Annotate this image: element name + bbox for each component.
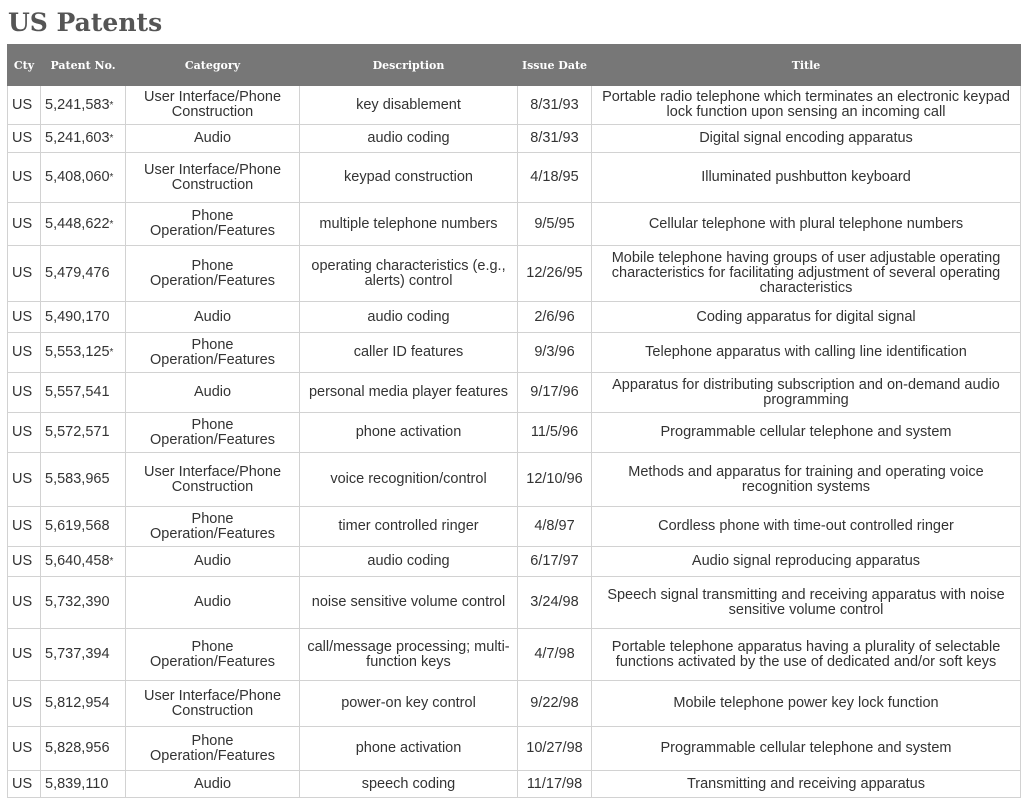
category-cell: Audio — [126, 373, 300, 413]
description-cell: noise sensitive volume control — [300, 577, 518, 629]
patent-number-cell: 5,557,541 — [41, 373, 126, 413]
issue-date-cell: 10/27/98 — [518, 727, 592, 771]
title-cell: Portable telephone apparatus having a plurality of selectable functions activated by the use of dedicated and/or soft keys — [592, 629, 1021, 681]
category-cell: Audio — [126, 771, 300, 798]
title-cell: Programmable cellular telephone and system — [592, 413, 1021, 453]
patent-number-cell: 5,737,394 — [41, 629, 126, 681]
title-cell: Digital signal encoding apparatus — [592, 125, 1021, 153]
table-row — [8, 86, 1021, 125]
patent-number-cell: 5,583,965 — [41, 453, 126, 507]
table-row — [8, 771, 1021, 798]
description-cell: phone activation — [300, 413, 518, 453]
cty-cell: US — [8, 771, 41, 798]
cty-cell: US — [8, 246, 41, 302]
cty-cell: US — [8, 373, 41, 413]
issue-date-cell: 9/17/96 — [518, 373, 592, 413]
description-cell: voice recognition/control — [300, 453, 518, 507]
description-cell: caller ID features — [300, 333, 518, 373]
category-cell: User Interface/Phone Construction — [126, 681, 300, 727]
description-cell: personal media player features — [300, 373, 518, 413]
patent-number-cell: 5,241,583* — [41, 86, 126, 125]
asterisk-mark: * — [109, 133, 114, 144]
cty-cell: US — [8, 333, 41, 373]
category-cell: Phone Operation/Features — [126, 629, 300, 681]
patent-number-cell: 5,448,622* — [41, 203, 126, 246]
description-cell: speech coding — [300, 771, 518, 798]
title-cell: Cordless phone with time-out controlled ringer — [592, 507, 1021, 547]
cty-cell: US — [8, 413, 41, 453]
issue-date-cell: 4/7/98 — [518, 629, 592, 681]
asterisk-mark: * — [109, 172, 114, 183]
title-cell: Apparatus for distributing subscription and on-demand audio programming — [592, 373, 1021, 413]
issue-date-cell: 3/24/98 — [518, 577, 592, 629]
asterisk-mark: * — [109, 99, 114, 111]
cty-cell: US — [8, 153, 41, 203]
title-cell: Telephone apparatus with calling line identification — [592, 333, 1021, 373]
table-row — [8, 333, 1021, 373]
asterisk-mark: * — [109, 556, 114, 567]
category-cell: Phone Operation/Features — [126, 507, 300, 547]
description-cell: phone activation — [300, 727, 518, 771]
table-row — [8, 629, 1021, 681]
issue-date-cell: 11/5/96 — [518, 413, 592, 453]
patent-number-cell: 5,479,476 — [41, 246, 126, 302]
issue-date-cell: 4/8/97 — [518, 507, 592, 547]
patent-number-cell: 5,828,956 — [41, 727, 126, 771]
cty-cell: US — [8, 681, 41, 727]
category-cell: Audio — [126, 125, 300, 153]
cty-cell: US — [8, 727, 41, 771]
category-cell: Phone Operation/Features — [126, 246, 300, 302]
issue-date-cell: 9/22/98 — [518, 681, 592, 727]
description-cell: audio coding — [300, 547, 518, 577]
category-cell: User Interface/Phone Construction — [126, 453, 300, 507]
patent-number-cell: 5,640,458* — [41, 547, 126, 577]
patent-number-cell: 5,553,125* — [41, 333, 126, 373]
table-row — [8, 302, 1021, 333]
column-header-issue-date: Issue Date — [518, 45, 592, 86]
table-row — [8, 727, 1021, 771]
table-row — [8, 246, 1021, 302]
title-cell: Cellular telephone with plural telephone numbers — [592, 203, 1021, 246]
category-cell: User Interface/Phone Construction — [126, 86, 300, 125]
table-row — [8, 453, 1021, 507]
issue-date-cell: 12/26/95 — [518, 246, 592, 302]
page-title: US Patents — [8, 8, 163, 37]
title-cell: Mobile telephone having groups of user adjustable operating characteristics for facilitating adjustment of several operating characteristics — [592, 246, 1021, 302]
title-cell: Mobile telephone power key lock function — [592, 681, 1021, 727]
table-body — [8, 86, 1021, 798]
column-header-description: Description — [300, 45, 518, 86]
patent-number-cell: 5,839,110 — [41, 771, 126, 798]
description-cell: power-on key control — [300, 681, 518, 727]
table-row — [8, 681, 1021, 727]
cty-cell: US — [8, 203, 41, 246]
table-row — [8, 577, 1021, 629]
description-cell: call/message processing; multi-function keys — [300, 629, 518, 681]
column-header-category: Category — [126, 45, 300, 86]
table-row — [8, 203, 1021, 246]
title-cell: Portable radio telephone which terminates an electronic keypad lock function upon sensing an incoming call — [592, 86, 1021, 125]
cty-cell: US — [8, 547, 41, 577]
cty-cell: US — [8, 125, 41, 153]
asterisk-mark: * — [109, 347, 114, 358]
table-row — [8, 413, 1021, 453]
description-cell: multiple telephone numbers — [300, 203, 518, 246]
column-header-cty: Cty — [8, 45, 41, 86]
issue-date-cell: 8/31/93 — [518, 86, 592, 125]
cty-cell: US — [8, 507, 41, 547]
cty-cell: US — [8, 86, 41, 125]
column-header-title: Title — [592, 45, 1021, 86]
category-cell: Audio — [126, 577, 300, 629]
issue-date-cell: 4/18/95 — [518, 153, 592, 203]
description-cell: key disablement — [300, 86, 518, 125]
issue-date-cell: 9/5/95 — [518, 203, 592, 246]
patent-number-cell: 5,408,060* — [41, 153, 126, 203]
table-row — [8, 373, 1021, 413]
issue-date-cell: 11/17/98 — [518, 771, 592, 798]
category-cell: Phone Operation/Features — [126, 203, 300, 246]
description-cell: timer controlled ringer — [300, 507, 518, 547]
patent-number-cell: 5,812,954 — [41, 681, 126, 727]
patent-number-cell: 5,732,390 — [41, 577, 126, 629]
issue-date-cell: 12/10/96 — [518, 453, 592, 507]
title-cell: Audio signal reproducing apparatus — [592, 547, 1021, 577]
patents-table — [7, 44, 1021, 798]
cty-cell: US — [8, 629, 41, 681]
cty-cell: US — [8, 302, 41, 333]
issue-date-cell: 2/6/96 — [518, 302, 592, 333]
title-cell: Speech signal transmitting and receiving apparatus with noise sensitive volume control — [592, 577, 1021, 629]
description-cell: audio coding — [300, 125, 518, 153]
patent-number-cell: 5,490,170 — [41, 302, 126, 333]
table-row — [8, 507, 1021, 547]
title-cell: Programmable cellular telephone and system — [592, 727, 1021, 771]
title-cell: Illuminated pushbutton keyboard — [592, 153, 1021, 203]
cty-cell: US — [8, 453, 41, 507]
issue-date-cell: 8/31/93 — [518, 125, 592, 153]
category-cell: Phone Operation/Features — [126, 413, 300, 453]
column-header-patent-no: Patent No. — [41, 45, 126, 86]
category-cell: Audio — [126, 302, 300, 333]
title-cell: Coding apparatus for digital signal — [592, 302, 1021, 333]
description-cell: keypad construction — [300, 153, 518, 203]
category-cell: Audio — [126, 547, 300, 577]
category-cell: User Interface/Phone Construction — [126, 153, 300, 203]
table-row — [8, 125, 1021, 153]
category-cell: Phone Operation/Features — [126, 727, 300, 771]
table-header-row — [8, 45, 1021, 86]
patent-number-cell: 5,241,603* — [41, 125, 126, 153]
description-cell: audio coding — [300, 302, 518, 333]
description-cell: operating characteristics (e.g., alerts) control — [300, 246, 518, 302]
title-cell: Methods and apparatus for training and operating voice recognition systems — [592, 453, 1021, 507]
patent-number-cell: 5,619,568 — [41, 507, 126, 547]
title-cell: Transmitting and receiving apparatus — [592, 771, 1021, 798]
issue-date-cell: 6/17/97 — [518, 547, 592, 577]
issue-date-cell: 9/3/96 — [518, 333, 592, 373]
asterisk-mark: * — [109, 218, 114, 230]
table-row — [8, 547, 1021, 577]
table-row — [8, 153, 1021, 203]
patent-number-cell: 5,572,571 — [41, 413, 126, 453]
cty-cell: US — [8, 577, 41, 629]
category-cell: Phone Operation/Features — [126, 333, 300, 373]
